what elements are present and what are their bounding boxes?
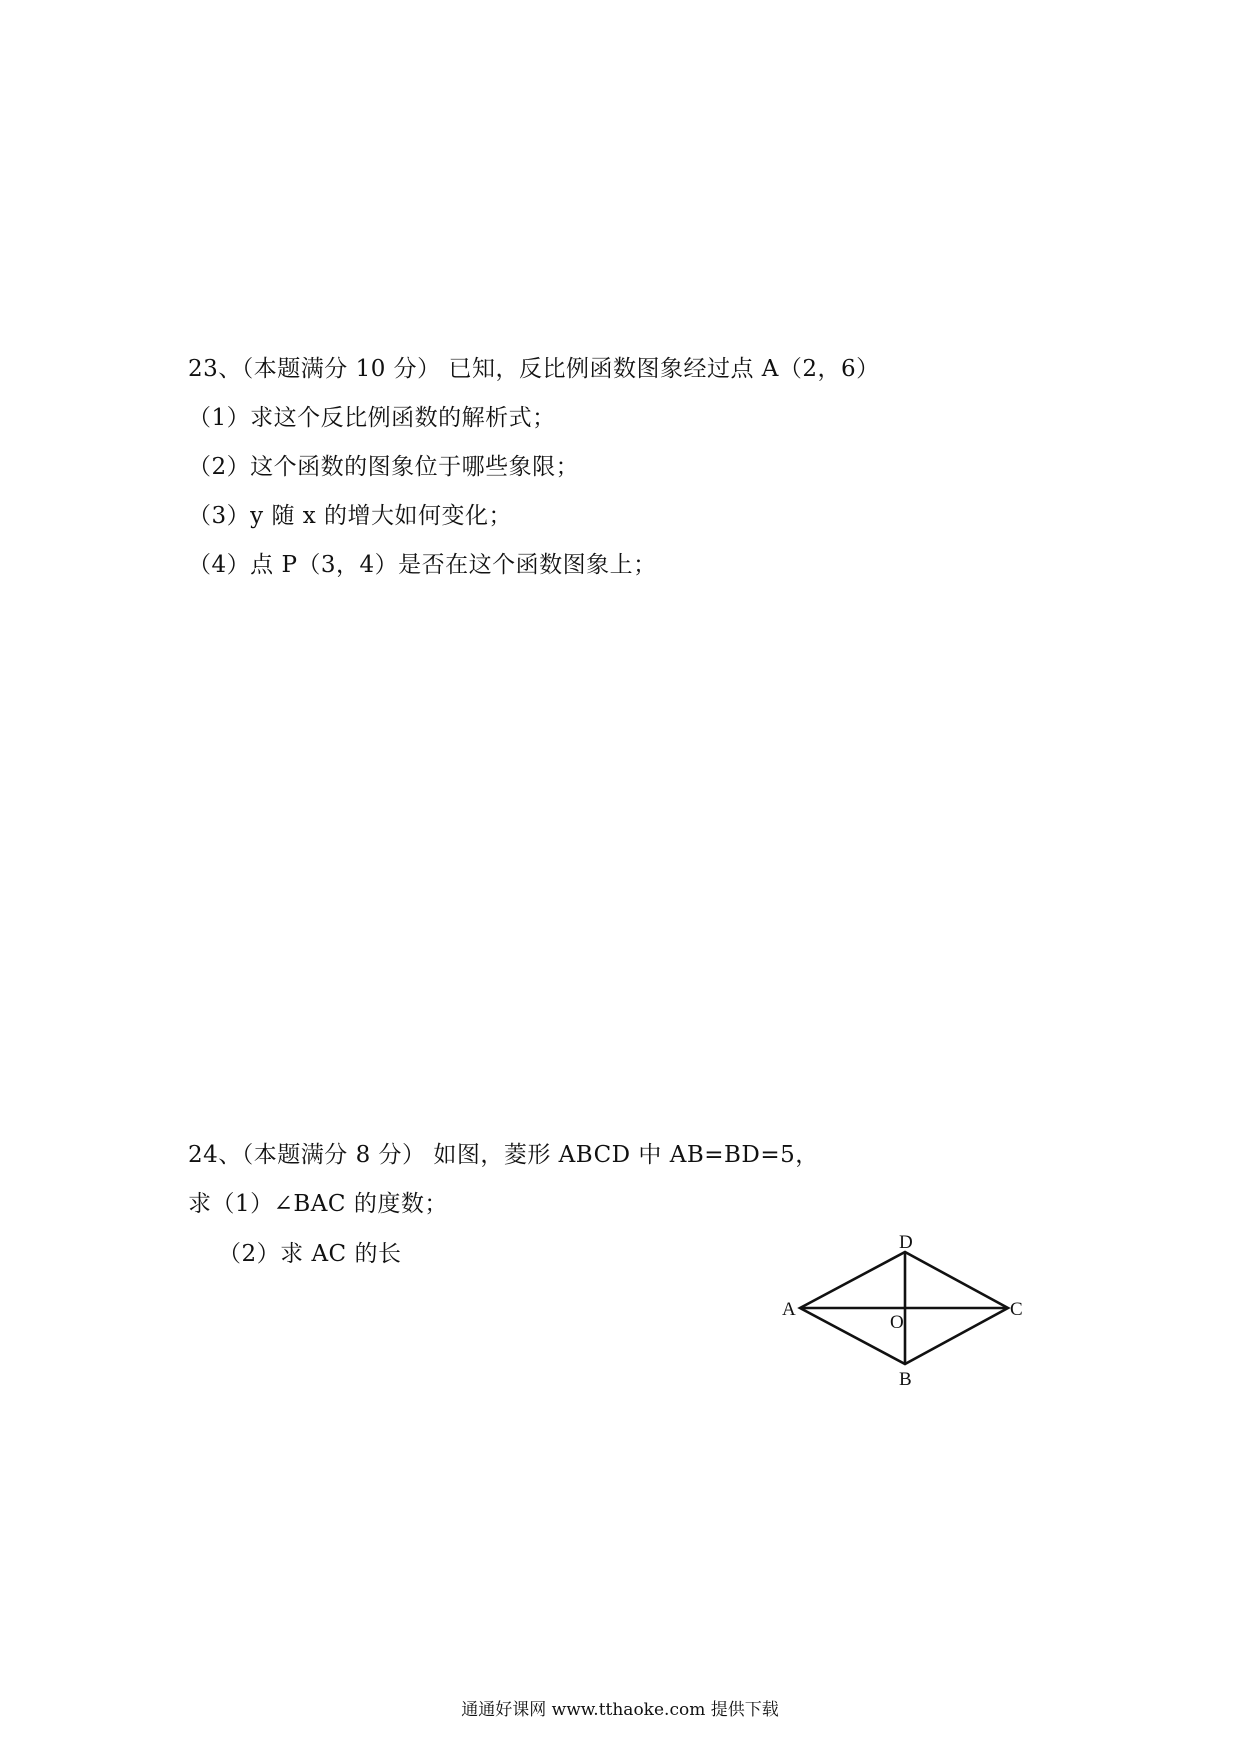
problem-23-part-4: （4）点 P（3，4）是否在这个函数图象上；	[188, 552, 657, 578]
problem-24-part-1: 求（1）∠BAC 的度数；	[188, 1191, 448, 1217]
problem-23-part-1: （1）求这个反比例函数的解析式；	[188, 405, 556, 431]
vertex-label-a: A	[782, 1299, 796, 1320]
problem-23-part-3: （3）y 随 x 的增大如何变化；	[188, 503, 513, 529]
vertex-label-d: D	[899, 1232, 913, 1253]
rhombus-figure	[780, 1228, 1050, 1393]
center-label-o: O	[890, 1312, 904, 1333]
problem-23-title: 23、（本题满分 10 分） 已知，反比例函数图象经过点 A（2，6）	[188, 356, 880, 382]
problem-24-part-2: （2）求 AC 的长	[218, 1241, 402, 1267]
problem-24-title: 24、（本题满分 8 分） 如图，菱形 ABCD 中 AB=BD=5，	[188, 1142, 819, 1168]
page-footer: 通通好课网 www.tthaoke.com 提供下载	[461, 1700, 779, 1720]
rhombus-diagram	[780, 1228, 1050, 1393]
problem-23-part-2: （2）这个函数的图象位于哪些象限；	[188, 454, 580, 480]
vertex-label-b: B	[899, 1369, 912, 1390]
vertex-label-c: C	[1010, 1299, 1023, 1320]
